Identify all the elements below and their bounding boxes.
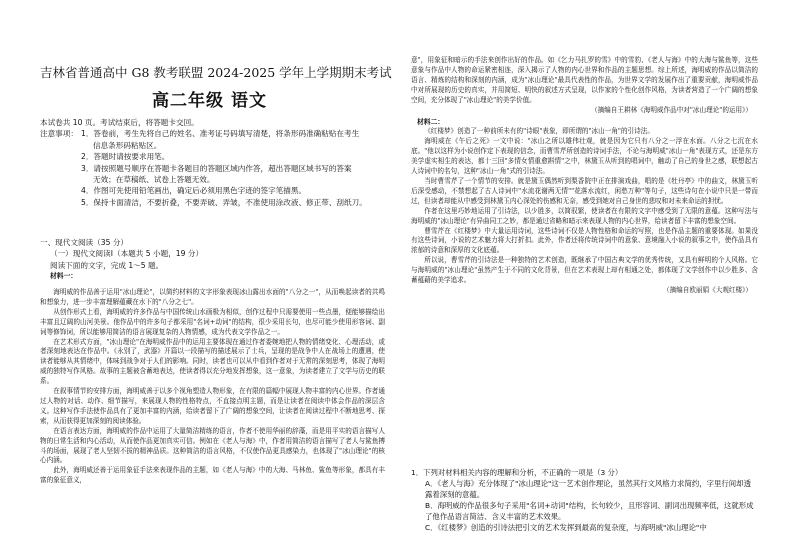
note-item: 2．答题时请按要求用笔。 (81, 152, 170, 162)
source-citation: （摘编自欧丽娟《大观红楼》） (662, 285, 752, 294)
note-item: 3．请按照题号顺序在答题卡各题目的答题区域内作答，超出答题区域书写的答案 (81, 163, 352, 173)
grade-subject-title: 高二年级 语文 (152, 91, 267, 111)
right-column (411, 56, 758, 296)
notes-label: 注意事项： (40, 129, 78, 139)
note-item: 5．保持卡面清洁，不要折叠，不要弄破、弄皱，不准使用涂改液、修正带、刮纸刀。 (81, 197, 367, 207)
paragraph: 当时曹雪芹了一个情节的安排。就是黛玉偶然听到梨香院中正在排演戏曲，唱的是《牡丹亭》中的曲文，林黛玉听后深受感动，不禁想起了古人诗词中"水流花谢两无情""花落水流红，闲愁万种"等句子，这些诗句在小说中只是一带而过，但读者却能从中感受到林黛玉内心深处的伤感和无奈，感受到她对自己身世的悲叹和对未来命运的担忧。 (411, 176, 758, 205)
paragraph-continued: 意"，用象征和暗示的手法来创作出好的作品。如《乞力马扎罗的雪》中的雪豹、《老人与海》中的大海与鲨鱼等，这些意象与作品中人物的命运紧密相连，深入揭示了人物的内心世界和作品的主题思想。综上所述，海明威的作品以简洁的语言、精炼的结构和深刻的内涵，成为"冰山理论"最具代表性的作品，为世界文学的发展作出了重要贡献，海明威作品中对所展现的历史的真实，并用简短、明快的叙述方式呈现，以作家的个性化创作风格，为读者营造了一个广阔的想象空间，充分体现了"冰山理论"的美学价值。 (411, 56, 758, 104)
material1-body (40, 288, 385, 558)
paragraph: 从创作形式上看，海明威的许多作品与中国传统山水画极为相似，创作过程中只需要使用一些点墨，便能够描绘出丰富且辽阔的山河美景。他作品中的许多句子都采用"名词+动词"的结构，很少采用长句，也尽可能少使用形容词、副词等修饰词，所以能够用简洁的语言展现复杂的人物情感，成为代表文学作品之一。 (40, 307, 385, 336)
paragraph: 在叙事情节的安排方面，海明威善于以多个视角塑造人物形象，在有限的篇幅中展现人物丰富的内心世界。作者通过人物的对话、动作、细节描写，来展现人物的性格特点，不直接点明主题，而是让读者在阅读中体会作品的深层含义。这种写作手法使作品具有了更加丰富的内涵，给读者留下了广阔的想象空间，让读者在阅读过程中不断地思考、探索，从而获得更加深刻的阅读体验。 (40, 387, 385, 425)
notes-block (40, 128, 385, 208)
paragraph: 在艺术形式方面，"冰山理论"在海明威作品中的运用主要体现在通过作者委婉地把人物的情绪变化、心理活动，或者深刻地表达在作品中。《永别了，武器》开篇以一段描写的描述展示了士兵，呈现的是战争中人在战场上的遭遇，使读者能够从其情绪中，体味到战争对于人们的影响。同时，读者也可以从中看到作者对于无常的深刻思考，体现了海明威的独特写作风格。故事的主题被含蓄地表达，使读者得以充分地发挥想象，这一意象，为读者建立了文学与历史的联系。 (40, 337, 385, 386)
note-item: 无效；在草稿纸、试卷上答题无效。 (93, 175, 215, 185)
option-c: C．《红楼梦》创造的引诗法把引文的艺术发挥到最高的复杂度，与海明威"冰山理论"中 (425, 523, 707, 532)
instruction: 阅读下面的文字，完成 1～5 题。 (50, 260, 164, 270)
notes-items (81, 128, 367, 208)
paragraph: 在语言表达方面，海明威的作品中运用了大量简洁精练的语言，作者不使用华丽的辞藻，而是用平实的语言描写人物的日常生活和内心活动，从而使作品更加真实可信。例如在《老人与海》中，作者用简洁的语言描写了老人与鲨鱼搏斗的场面，展现了老人坚韧不拔的精神品质。这种简洁的语言风格，不仅使作品更具感染力，也体现了"冰山理论"的核心内涵。 (40, 426, 385, 465)
note-item: 4．作图可先使用铅笔画出，确定后必须用黑色字迹的签字笔描黑。 (81, 186, 307, 196)
section-heading: 一、现代文阅读（35 分） (40, 238, 129, 247)
exam-notes (40, 117, 385, 208)
exam-title: 吉林省普通高中 G8 教考联盟 2024-2025 学年上学期期末考试 (40, 65, 392, 80)
paragraph: 海明威在《午后之死》一文中说："冰山之所以雄伟壮观，就是因为它只有八分之一浮在水面。八分之七沉在水底。"他以这样为小说创作定下表现的信念，而曹雪芹所创造的诗词手法，不论与海明威"冰山一角"表现方式，还是东方美学虚实相生的表达，都十三回"多情女情重愈斟情"之中，林黛玉从听到的唱词中，触动了自己的身世之感，联想起古人诗词中的名句，这种"冰山一角"式的引诗法。 (411, 137, 758, 176)
paragraph: 海明威的作品善于运用"冰山理论"，以简约材料的文字形象表现冰山露出水面的"八分之一"，从而唤起读者的共鸣和想象力，进一步丰富理解蕴藏在水下的"八分之七"。 (40, 288, 385, 306)
note-item: 信息条形码粘贴区。 (93, 140, 162, 150)
option-b: B．海明威的作品很多句子采用"名词+动词"结构，长句较少，且形容词、副词出现频率低，这就形成了他作品语言简洁、含义丰富的艺术效果。 (425, 501, 754, 521)
paragraph: 作者在这里巧妙地运用了引诗法，以少胜多，以简驭繁，使读者在有限的文字中感受到了无限的意蕴。这种写法与海明威的"冰山理论"有异曲同工之妙，都是通过省略和暗示来表现人物的内心世界，给读者留下丰富的想象空间。 (411, 206, 758, 225)
material1-label: 材料一： (50, 272, 78, 281)
note-item: 1．答卷前，考生先将自己的姓名、准考证号码填写清楚，将条形码准确粘贴在考生 (81, 129, 360, 139)
material2-label: 材料二： (417, 118, 445, 127)
paragraph: 此外，海明威还善于运用象征手法来表现作品的主题，如《老人与海》中的大海、马林鱼、鲨鱼等形象，都具有丰富的象征意义， (40, 466, 385, 485)
source-citation: （摘编自王耕林《海明威作品中对"冰山理论"的运用》） (590, 105, 752, 114)
intro-line: 本试卷共 10 页。考试结束后，将答题卡交回。 (40, 118, 199, 127)
sub-heading: （一）现代文阅读Ⅰ（本题共 5 小题，19 分） (50, 249, 204, 259)
paragraph: 所以说，曹雪芹的引诗法是一种独特的艺术创造，既继承了中国古典文学的优秀传统，又具有鲜明的个人风格。它与海明威的"冰山理论"虽然产生于不同的文化背景，但在艺术表现上却有相通之处，都体现了文学创作中以少胜多、含蓄蕴藉的美学追求。 (411, 256, 758, 285)
option-a: A．《老人与海》充分体现了"冰山理论"这一艺术创作理论，虽然其行文风格力求简约，字里行间却透露着深刻的意蕴。 (425, 479, 751, 499)
paragraph: 曹雪芹在《红楼梦》中大量运用诗词，这些诗词不仅是人物性格和命运的写照，也是作品主题的重要体现。如果没有这些诗词，小说的艺术魅力将大打折扣。此外，作者还将传统诗词中的意象、意境融入小说的叙事之中，使作品具有浓郁的诗意和深厚的文化底蕴。 (411, 226, 758, 255)
question-1 (411, 467, 758, 533)
paragraph: 《红楼梦》创造了一种前所未有的"诗眼"表象，即所谓的"冰山一角"的引诗法。 (424, 127, 654, 136)
question-stem: 1．下列对材料相关内容的理解和分析，不正确的一项是（3 分） (411, 468, 623, 477)
section-heading-block (40, 237, 385, 281)
